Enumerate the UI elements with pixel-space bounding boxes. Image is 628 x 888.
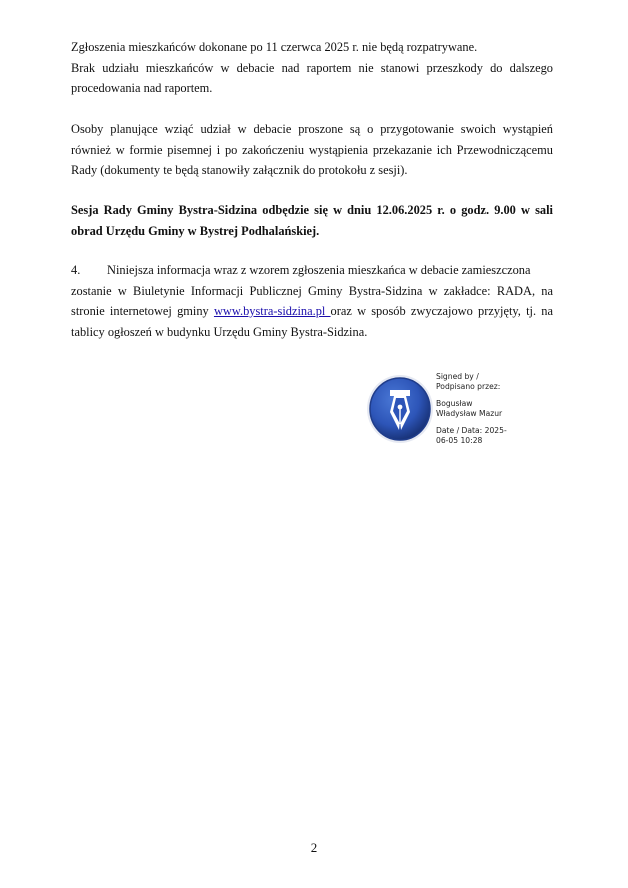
text-line: Sesja Rady Gminy Bystra-Sidzina odbędzie się w dniu 12.06.2025 r. o godz. 9.00 w sali (71, 203, 553, 217)
text-line: Osoby planujące wziąć udział w debacie proszone są o przygotowanie swoich wystąpień (71, 122, 553, 136)
text-line: Brak udziału mieszkańców w debacie nad raportem nie stanowi przeszkody do dalszego (71, 60, 553, 75)
signer-name: Władysław Mazur (436, 408, 503, 418)
session-notice (71, 200, 553, 241)
text-line: Zgłoszenia mieszkańców dokonane po 11 czerwca 2025 r. nie będą rozpatrywane. (71, 40, 478, 54)
text-line (71, 301, 553, 322)
signed-by-label: Signed by / (436, 372, 479, 381)
signer-name: Bogusław (436, 399, 473, 409)
signature-details (436, 372, 536, 446)
text-line: Rady (dokumenty te będą stanowiły załącznik do protokołu z sesji). (71, 163, 408, 177)
fountain-pen-nib-icon (366, 374, 434, 444)
signature-date: Date / Data: 2025- (436, 426, 507, 436)
digital-signature[interactable] (366, 372, 536, 448)
text-line: tablicy ogłoszeń w budynku Urzędu Gminy Bystra-Sidzina. (71, 324, 368, 339)
text-line (71, 260, 553, 281)
point-4-publication (71, 260, 553, 342)
text-line: procedowania nad raportem. (71, 81, 213, 95)
text-line: zostanie w Biuletynie Informacji Publicznej Gminy Bystra-Sidzina w zakładce: RADA, na (71, 283, 553, 298)
point-number: 4. (71, 263, 81, 277)
text-line: również w formie pisemnej i po zakończeniu wystąpienia przekazanie ich Przewodniczącemu (71, 142, 553, 157)
link-suffix-text: oraz w sposób zwyczajowo przyjęty, tj. na (330, 304, 553, 318)
signature-date: 06-05 10:28 (436, 435, 483, 445)
signed-by-label-pl: Podpisano przez: (436, 381, 501, 391)
website-link[interactable]: www.bystra-sidzina.pl (213, 304, 331, 318)
link-prefix-text: stronie internetowej gminy (71, 304, 214, 318)
page-number: 2 (310, 840, 318, 855)
paragraph-submission-deadline (71, 37, 553, 99)
point-text: Niniejsza informacja wraz z wzorem zgłoszenia mieszkańca w debacie zamieszczona (107, 263, 531, 277)
paragraph-written-statements (71, 119, 553, 181)
text-line: obrad Urzędu Gminy w Bystrej Podhalańskiej. (71, 223, 320, 238)
